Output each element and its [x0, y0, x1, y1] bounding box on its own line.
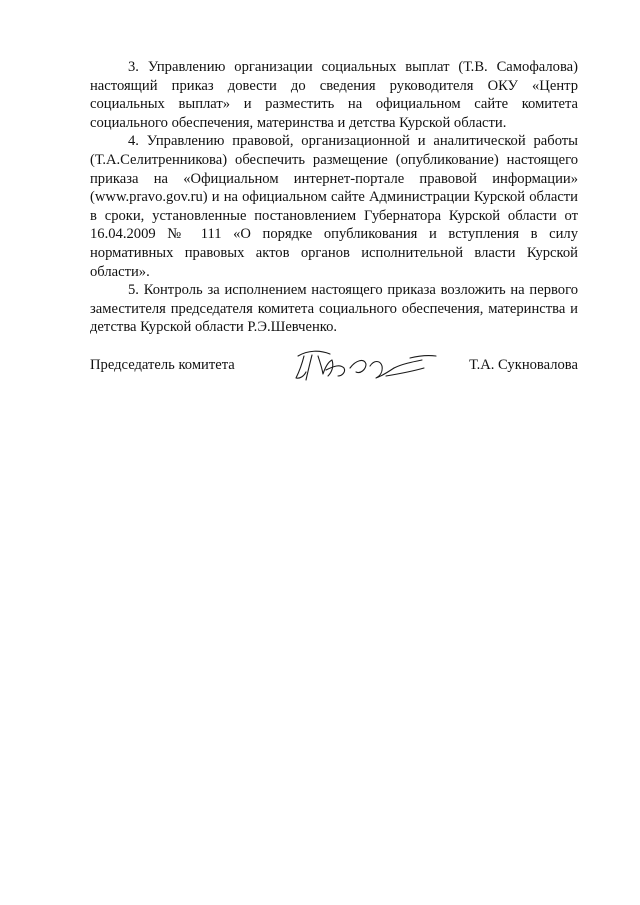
signature-block: [90, 356, 578, 392]
paragraph-item-3: 3. Управлению организации социальных выплат (Т.В. Самофалова) настоящий приказ довести до сведения руководителя ОКУ «Центр социальных выплат» и разместить на официальном сайте комитета социального обеспечения, материнства и детства Курской области.: [90, 59, 578, 131]
document-body: [90, 58, 578, 337]
handwritten-signature: [290, 346, 450, 390]
signatory-name: Т.А. Сукновалова: [469, 357, 578, 373]
paragraph-item-4: 4. Управлению правовой, организационной и аналитической работы (Т.А.Селитренникова) обеспечить размещение (опубликование) настоящего приказа на «Официальном интернет-портале правовой информации» (www.pravo.gov.ru) и на официальном сайте Администрации Курской области в сроки, установленные постановлением Губернатора Курской области от 16.04.2009 № 111 «О порядке опубликования и вступления в силу нормативных правовых актов органов исполнительной власти Курской области».: [90, 133, 578, 280]
paragraph-item-5: 5. Контроль за исполнением настоящего приказа возложить на первого заместителя председателя комитета социального обеспечения, материнства и детства Курской области Р.Э.Шевченко.: [90, 282, 578, 336]
signatory-title: Председатель комитета: [90, 357, 235, 373]
